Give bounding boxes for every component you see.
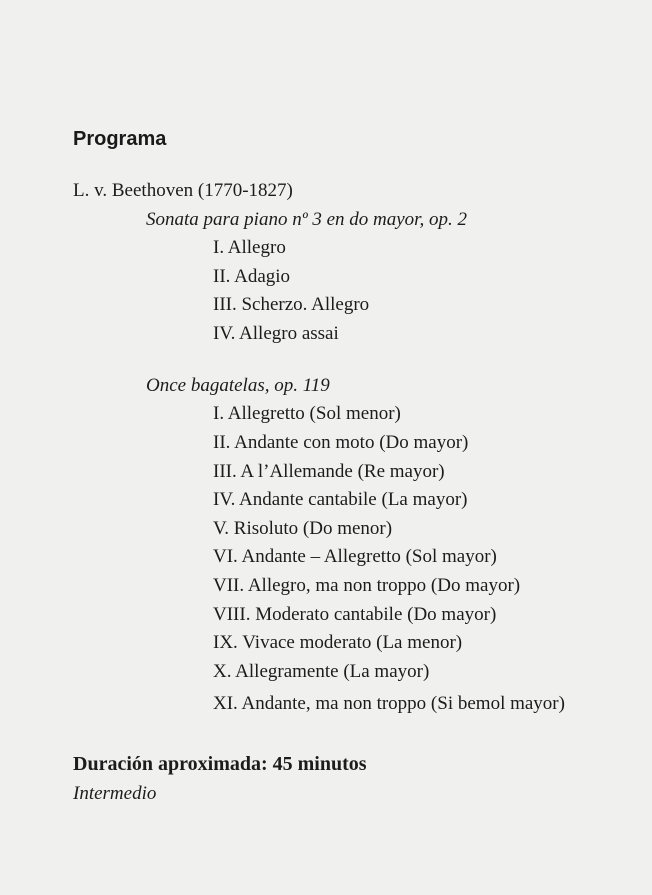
movement: IV. Allegro assai [213, 322, 339, 344]
intermission-line: Intermedio [73, 782, 157, 804]
movement: XI. Andante, ma non troppo (Si bemol mayor) [213, 693, 565, 715]
work-title-bagatelas: Once bagatelas, op. 119 [146, 375, 330, 397]
work-title-sonata: Sonata para piano nº 3 en do mayor, op. 2 [146, 209, 467, 230]
movement: IV. Andante cantabile (La mayor) [213, 489, 468, 511]
movement: IX. Vivace moderato (La menor) [213, 632, 463, 654]
movement: III. A l’Allemande (Re mayor) [213, 460, 445, 482]
movement: X. Allegramente (La mayor) [213, 660, 430, 682]
movement: I. Allegro [213, 237, 286, 258]
movement: VI. Andante – Allegretto (Sol mayor) [213, 546, 497, 568]
movement: II. Andante con moto (Do mayor) [213, 431, 469, 453]
page-title: Programa [73, 128, 167, 150]
movement: III. Scherzo. Allegro [213, 294, 370, 316]
composer-line: L. v. Beethoven (1770-1827) [73, 180, 293, 201]
movement: VII. Allegro, ma non troppo (Do mayor) [213, 574, 521, 596]
movement: VIII. Moderato cantabile (Do mayor) [213, 603, 497, 625]
duration-line: Duración aproximada: 45 minutos [73, 752, 367, 775]
movement: I. Allegretto (Sol menor) [213, 403, 401, 425]
movement: V. Risoluto (Do menor) [213, 517, 393, 539]
movement: II. Adagio [213, 265, 291, 287]
